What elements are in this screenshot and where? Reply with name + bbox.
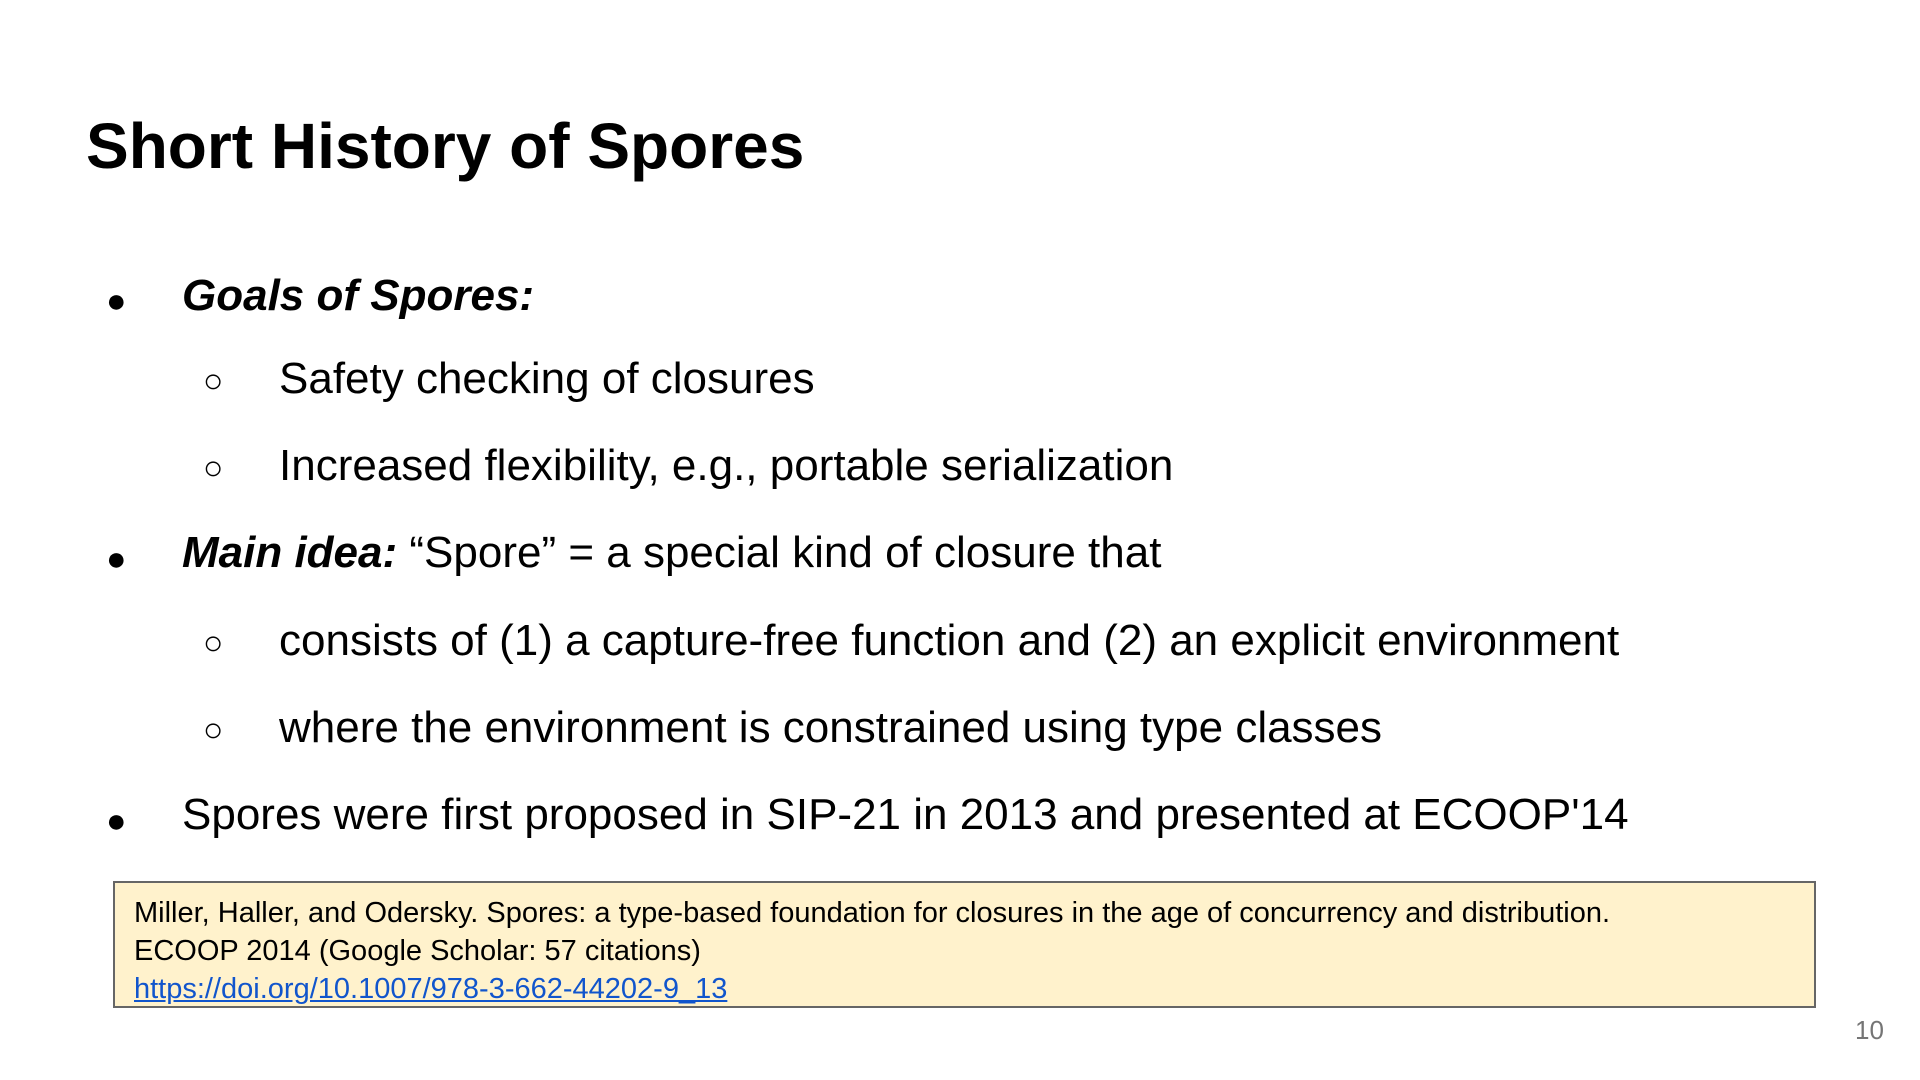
sub-bullet-marker: ○ bbox=[203, 711, 224, 749]
main-idea-text: “Spore” = a special kind of closure that bbox=[397, 528, 1162, 577]
reference-doi-link[interactable]: https://doi.org/10.1007/978-3-662-44202-9_13 bbox=[134, 973, 728, 1005]
sub-bullet-marker: ○ bbox=[203, 362, 224, 400]
bullet-marker: ● bbox=[106, 540, 127, 578]
reference-venue: ECOOP 2014 (Google Scholar: 57 citations) bbox=[134, 935, 701, 967]
sub-bullet-environment: where the environment is constrained using type classes bbox=[279, 703, 1383, 752]
sub-bullet-flexibility: Increased flexibility, e.g., portable serialization bbox=[279, 441, 1174, 490]
sub-bullet-marker: ○ bbox=[203, 624, 224, 662]
page-number: 10 bbox=[1855, 1015, 1884, 1045]
sub-bullet-safety: Safety checking of closures bbox=[279, 354, 815, 403]
goals-label: Goals of Spores: bbox=[182, 271, 535, 320]
bullet-history: Spores were first proposed in SIP-21 in 2013 and presented at ECOOP'14 bbox=[182, 790, 1629, 839]
slide-title: Short History of Spores bbox=[86, 110, 805, 182]
bullet-main-idea bbox=[182, 528, 1162, 577]
bullet-marker: ● bbox=[106, 282, 127, 320]
reference-box bbox=[113, 881, 1816, 1008]
main-idea-label: Main idea: bbox=[182, 528, 398, 577]
reference-citation: Miller, Haller, and Odersky. Spores: a type-based foundation for closures in the age of concurrency and distribution. bbox=[134, 897, 1611, 929]
bullet-marker: ● bbox=[106, 802, 127, 840]
sub-bullet-marker: ○ bbox=[203, 449, 224, 487]
bullet-goals bbox=[182, 271, 535, 320]
sub-bullet-consists: consists of (1) a capture-free function and (2) an explicit environment bbox=[279, 616, 1620, 665]
